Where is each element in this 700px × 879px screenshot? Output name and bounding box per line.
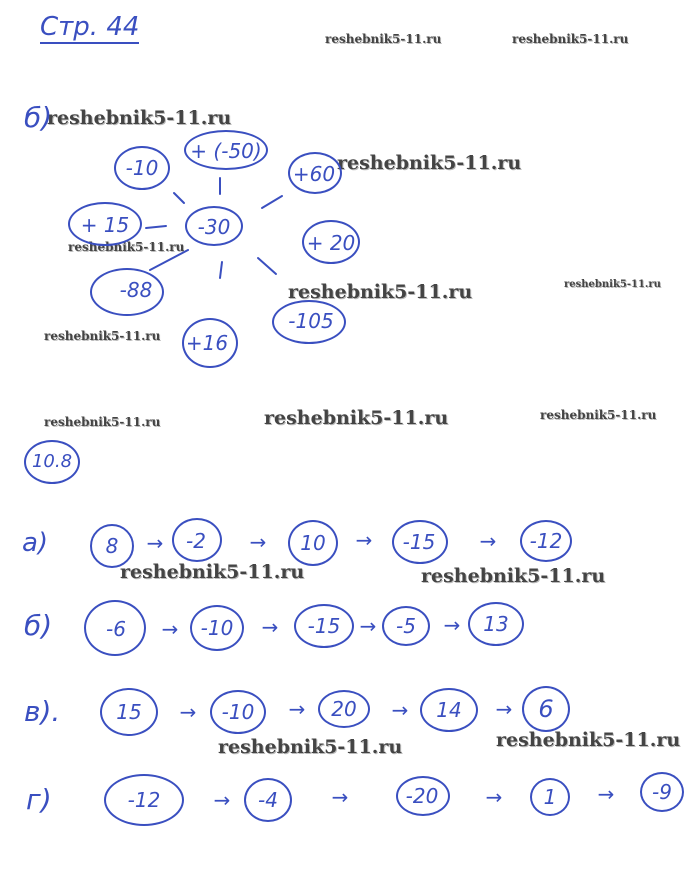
arrow-icon: → [479, 529, 497, 553]
chain-label-v: в). [24, 695, 61, 728]
watermark: reshebnik5-11.ru [337, 152, 522, 174]
chain-number: -4 [258, 788, 278, 812]
watermark: reshebnik5-11.ru [120, 561, 305, 583]
chain-number: 13 [483, 612, 509, 636]
arrow-icon: → [288, 697, 306, 721]
chain-number: 20 [331, 697, 357, 721]
arrow-icon: → [391, 698, 409, 722]
chain-number: -10 [200, 616, 234, 640]
chain-label-g: г) [26, 783, 52, 816]
arrow-icon: → [179, 700, 197, 724]
watermark: reshebnik5-11.ru [421, 565, 606, 587]
chain-number: -15 [307, 614, 341, 638]
petal-number: -10 [125, 156, 159, 180]
chain-number: -20 [405, 784, 439, 808]
chain-number: -2 [186, 529, 206, 553]
watermark: reshebnik5-11.ru [325, 32, 442, 46]
arrow-icon: → [485, 785, 503, 809]
chain-number: -15 [402, 530, 436, 554]
task-number: 10.8 [31, 451, 73, 472]
arrow-icon: → [359, 614, 377, 638]
arrow-icon: → [249, 530, 267, 554]
arrow-icon: → [261, 615, 279, 639]
chain-number: -9 [652, 780, 672, 804]
petal-number: +60 [292, 162, 336, 186]
chain-number: -5 [396, 614, 416, 638]
chain-number: -12 [529, 529, 563, 553]
section-label-b: б) [24, 101, 53, 134]
watermark: reshebnik5-11.ru [44, 415, 161, 429]
chain-number: 8 [105, 534, 119, 558]
arrow-icon: → [146, 531, 164, 555]
chain-label-b: б) [24, 609, 53, 642]
chain-number: -6 [106, 617, 126, 641]
petal-number: + 15 [80, 213, 130, 237]
petal-number: + (-50) [190, 139, 262, 163]
chain-number: 10 [300, 531, 326, 555]
chain-number: 14 [436, 698, 462, 722]
arrow-icon: → [355, 528, 373, 552]
watermark: reshebnik5-11.ru [564, 279, 661, 290]
watermark: reshebnik5-11.ru [512, 32, 629, 46]
chain-number: -12 [127, 788, 161, 812]
center-number: -30 [197, 215, 231, 239]
petal-number: -105 [288, 309, 334, 333]
page-label: Стр. 44 [40, 12, 140, 42]
watermark: reshebnik5-11.ru [288, 281, 473, 303]
arrow-icon: → [495, 697, 513, 721]
chain-label-a: а) [22, 528, 49, 558]
petal-number: +16 [185, 331, 229, 355]
watermark: reshebnik5-11.ru [47, 107, 232, 129]
watermark: reshebnik5-11.ru [264, 407, 449, 429]
arrow-icon: → [443, 613, 461, 637]
arrow-icon: → [331, 785, 349, 809]
watermark: reshebnik5-11.ru [68, 240, 185, 254]
chain-number: 6 [538, 695, 554, 723]
petal-number: + 20 [306, 231, 356, 255]
chain-number: -10 [221, 700, 255, 724]
arrow-icon: → [597, 782, 615, 806]
watermark: reshebnik5-11.ru [218, 736, 403, 758]
watermark: reshebnik5-11.ru [44, 329, 161, 343]
arrow-icon: → [161, 617, 179, 641]
chain-number: 15 [116, 700, 142, 724]
chain-number: 1 [543, 785, 557, 809]
petal-number: -88 [119, 278, 153, 302]
arrow-icon: → [213, 788, 231, 812]
watermark: reshebnik5-11.ru [496, 729, 681, 751]
watermark: reshebnik5-11.ru [540, 408, 657, 422]
